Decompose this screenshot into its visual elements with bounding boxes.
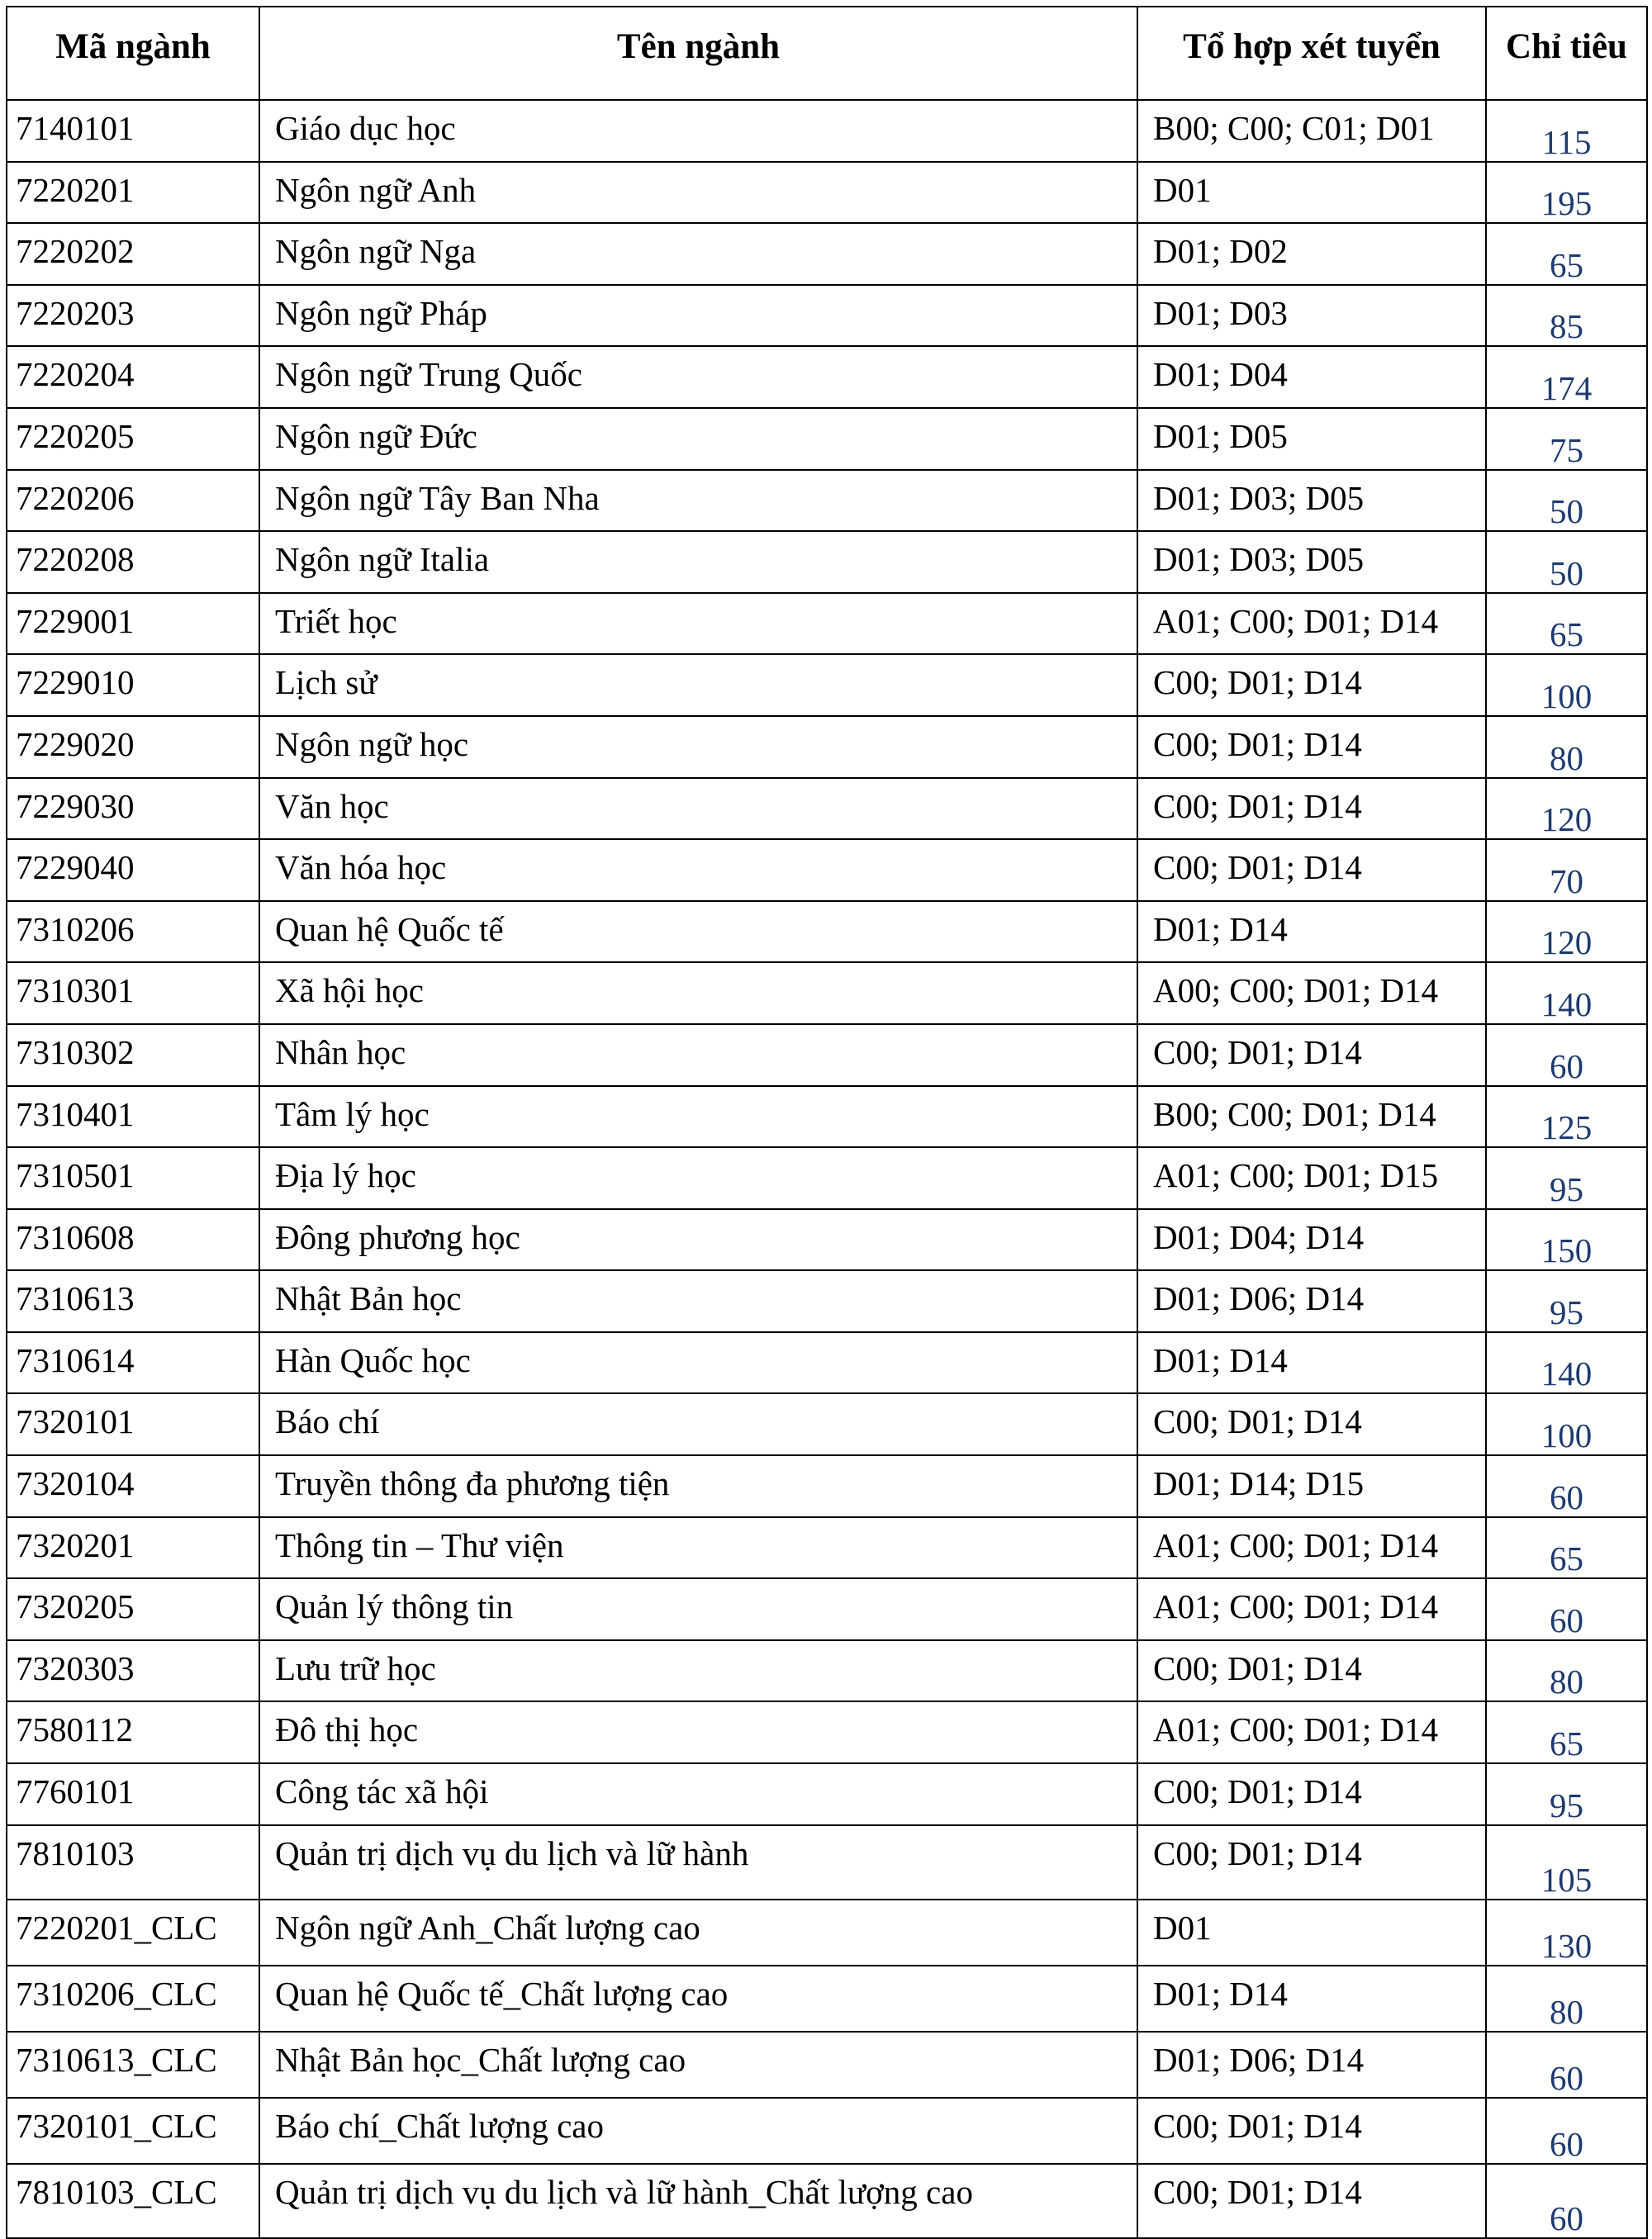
- table-row: [7, 2098, 1647, 2164]
- table-row: [7, 1209, 1647, 1271]
- quota-cell: 80: [1486, 1966, 1647, 2032]
- major-name-cell: Văn hóa học: [259, 839, 1137, 901]
- table-row: [7, 593, 1647, 655]
- major-name-cell: Báo chí: [259, 1393, 1137, 1455]
- quota-cell: 65: [1486, 1701, 1647, 1763]
- quota-cell: 195: [1486, 162, 1647, 224]
- admission-combination-cell: A01; C00; D01; D15: [1137, 1147, 1486, 1209]
- major-name-cell: Công tác xã hội: [259, 1763, 1137, 1825]
- table-row: [7, 1332, 1647, 1394]
- quota-cell: 125: [1486, 1086, 1647, 1148]
- table-row: [7, 1640, 1647, 1702]
- major-code-cell: 7310401: [7, 1086, 259, 1148]
- table-row: [7, 1393, 1647, 1455]
- table-row: [7, 100, 1647, 162]
- table-row: [7, 1086, 1647, 1148]
- quota-cell: 80: [1486, 1640, 1647, 1702]
- table-row: [7, 470, 1647, 532]
- major-code-cell: 7310302: [7, 1024, 259, 1086]
- admission-combination-cell: D01; D04: [1137, 346, 1486, 408]
- table-row: [7, 1270, 1647, 1332]
- major-name-cell: Thông tin – Thư viện: [259, 1517, 1137, 1579]
- table-row: [7, 1966, 1647, 2032]
- admission-combination-cell: A01; C00; D01; D14: [1137, 1517, 1486, 1579]
- admission-combination-cell: C00; D01; D14: [1137, 654, 1486, 716]
- major-name-cell: Văn học: [259, 778, 1137, 840]
- major-code-cell: 7140101: [7, 100, 259, 162]
- quota-cell: 65: [1486, 593, 1647, 655]
- major-name-cell: Ngôn ngữ Tây Ban Nha: [259, 470, 1137, 532]
- admission-combination-cell: C00; D01; D14: [1137, 1393, 1486, 1455]
- major-name-cell: Tâm lý học: [259, 1086, 1137, 1148]
- quota-cell: 100: [1486, 1393, 1647, 1455]
- major-code-cell: 7229010: [7, 654, 259, 716]
- admission-combination-cell: C00; D01; D14: [1137, 2098, 1486, 2164]
- major-name-cell: Lưu trữ học: [259, 1640, 1137, 1702]
- table-row: [7, 531, 1647, 593]
- major-code-cell: 7229020: [7, 716, 259, 778]
- table-row: [7, 223, 1647, 285]
- quota-cell: 70: [1486, 839, 1647, 901]
- major-name-cell: Nhật Bản học: [259, 1270, 1137, 1332]
- major-code-cell: 7320201: [7, 1517, 259, 1579]
- table-row: [7, 162, 1647, 224]
- major-code-cell: 7310206_CLC: [7, 1966, 259, 2032]
- major-code-cell: 7229001: [7, 593, 259, 655]
- admission-combination-cell: D01; D03: [1137, 285, 1486, 347]
- major-name-cell: Quan hệ Quốc tế_Chất lượng cao: [259, 1966, 1137, 2032]
- major-code-cell: 7310301: [7, 962, 259, 1024]
- quota-cell: 140: [1486, 962, 1647, 1024]
- major-code-cell: 7220203: [7, 285, 259, 347]
- table-row: [7, 901, 1647, 963]
- major-code-cell: 7310614: [7, 1332, 259, 1394]
- major-code-cell: 7810103: [7, 1825, 259, 1900]
- table-row: [7, 2032, 1647, 2098]
- admission-combination-cell: B00; C00; C01; D01: [1137, 100, 1486, 162]
- major-name-cell: Ngôn ngữ Anh: [259, 162, 1137, 224]
- admission-combination-cell: D01; D14: [1137, 901, 1486, 963]
- admission-combination-cell: C00; D01; D14: [1137, 778, 1486, 840]
- major-name-cell: Quản lý thông tin: [259, 1578, 1137, 1640]
- admission-combination-cell: D01; D05: [1137, 408, 1486, 470]
- major-name-cell: Ngôn ngữ Đức: [259, 408, 1137, 470]
- admission-combination-cell: C00; D01; D14: [1137, 2164, 1486, 2238]
- quota-cell: 105: [1486, 1825, 1647, 1900]
- table-row: [7, 716, 1647, 778]
- admission-combination-cell: D01; D14: [1137, 1332, 1486, 1394]
- quota-cell: 120: [1486, 901, 1647, 963]
- major-code-cell: 7229040: [7, 839, 259, 901]
- major-name-cell: Báo chí_Chất lượng cao: [259, 2098, 1137, 2164]
- quota-cell: 65: [1486, 223, 1647, 285]
- admission-combination-cell: D01; D14; D15: [1137, 1455, 1486, 1517]
- admission-combination-cell: D01: [1137, 162, 1486, 224]
- admissions-quota-document: [6, 6, 1646, 2237]
- major-code-cell: 7320101: [7, 1393, 259, 1455]
- admission-combination-cell: C00; D01; D14: [1137, 1763, 1486, 1825]
- major-code-cell: 7310613_CLC: [7, 2032, 259, 2098]
- table-row: [7, 1455, 1647, 1517]
- major-name-cell: Nhân học: [259, 1024, 1137, 1086]
- major-quota-table: [6, 6, 1648, 2239]
- table-row: [7, 778, 1647, 840]
- quota-cell: 60: [1486, 1455, 1647, 1517]
- major-code-cell: 7810103_CLC: [7, 2164, 259, 2238]
- quota-cell: 120: [1486, 778, 1647, 840]
- quota-cell: 60: [1486, 1024, 1647, 1086]
- major-code-cell: 7220206: [7, 470, 259, 532]
- admission-combination-cell: A01; C00; D01; D14: [1137, 1701, 1486, 1763]
- table-row: [7, 285, 1647, 347]
- table-row: [7, 654, 1647, 716]
- quota-cell: 95: [1486, 1270, 1647, 1332]
- major-name-cell: Triết học: [259, 593, 1137, 655]
- admission-combination-cell: D01; D04; D14: [1137, 1209, 1486, 1271]
- quota-cell: 60: [1486, 2164, 1647, 2238]
- major-code-cell: 7229030: [7, 778, 259, 840]
- table-row: [7, 1763, 1647, 1825]
- table-row: [7, 962, 1647, 1024]
- table-row: [7, 1701, 1647, 1763]
- major-name-cell: Ngôn ngữ Nga: [259, 223, 1137, 285]
- quota-cell: 75: [1486, 408, 1647, 470]
- table-row: [7, 1147, 1647, 1209]
- major-name-cell: Quan hệ Quốc tế: [259, 901, 1137, 963]
- major-name-cell: Quản trị dịch vụ du lịch và lữ hành_Chất lượng cao: [259, 2164, 1137, 2238]
- admission-combination-cell: D01; D03; D05: [1137, 470, 1486, 532]
- major-code-cell: 7310608: [7, 1209, 259, 1271]
- major-code-cell: 7320303: [7, 1640, 259, 1702]
- header-major-name: Tên ngành: [259, 7, 1137, 100]
- admission-combination-cell: C00; D01; D14: [1137, 1825, 1486, 1900]
- major-name-cell: Địa lý học: [259, 1147, 1137, 1209]
- major-name-cell: Giáo dục học: [259, 100, 1137, 162]
- admission-combination-cell: D01; D06; D14: [1137, 1270, 1486, 1332]
- quota-cell: 60: [1486, 1578, 1647, 1640]
- major-name-cell: Đô thị học: [259, 1701, 1137, 1763]
- major-name-cell: Ngôn ngữ Italia: [259, 531, 1137, 593]
- quota-cell: 50: [1486, 470, 1647, 532]
- table-row: [7, 1024, 1647, 1086]
- major-code-cell: 7220201_CLC: [7, 1900, 259, 1966]
- header-quota: Chỉ tiêu: [1486, 7, 1647, 100]
- table-row: [7, 408, 1647, 470]
- admission-combination-cell: B00; C00; D01; D14: [1137, 1086, 1486, 1148]
- table-body: [7, 100, 1647, 2238]
- quota-cell: 150: [1486, 1209, 1647, 1271]
- table-row: [7, 1900, 1647, 1966]
- quota-cell: 80: [1486, 716, 1647, 778]
- quota-cell: 65: [1486, 1517, 1647, 1579]
- table-row: [7, 1825, 1647, 1900]
- admission-combination-cell: C00; D01; D14: [1137, 1640, 1486, 1702]
- major-code-cell: 7220208: [7, 531, 259, 593]
- major-code-cell: 7310613: [7, 1270, 259, 1332]
- table-row: [7, 2164, 1647, 2238]
- quota-cell: 85: [1486, 285, 1647, 347]
- quota-cell: 95: [1486, 1763, 1647, 1825]
- table-row: [7, 1517, 1647, 1579]
- major-name-cell: Đông phương học: [259, 1209, 1137, 1271]
- major-code-cell: 7320104: [7, 1455, 259, 1517]
- quota-cell: 95: [1486, 1147, 1647, 1209]
- major-code-cell: 7320101_CLC: [7, 2098, 259, 2164]
- major-code-cell: 7310206: [7, 901, 259, 963]
- quota-cell: 115: [1486, 100, 1647, 162]
- major-code-cell: 7220204: [7, 346, 259, 408]
- admission-combination-cell: C00; D01; D14: [1137, 839, 1486, 901]
- major-name-cell: Xã hội học: [259, 962, 1137, 1024]
- quota-cell: 50: [1486, 531, 1647, 593]
- admission-combination-cell: C00; D01; D14: [1137, 1024, 1486, 1086]
- major-name-cell: Truyền thông đa phương tiện: [259, 1455, 1137, 1517]
- admission-combination-cell: D01; D06; D14: [1137, 2032, 1486, 2098]
- quota-cell: 174: [1486, 346, 1647, 408]
- admission-combination-cell: A01; C00; D01; D14: [1137, 1578, 1486, 1640]
- major-code-cell: 7310501: [7, 1147, 259, 1209]
- major-name-cell: Ngôn ngữ Pháp: [259, 285, 1137, 347]
- quota-cell: 130: [1486, 1900, 1647, 1966]
- major-name-cell: Nhật Bản học_Chất lượng cao: [259, 2032, 1137, 2098]
- major-code-cell: 7760101: [7, 1763, 259, 1825]
- admission-combination-cell: D01: [1137, 1900, 1486, 1966]
- header-major-code: Mã ngành: [7, 7, 259, 100]
- major-code-cell: 7220202: [7, 223, 259, 285]
- major-code-cell: 7220205: [7, 408, 259, 470]
- major-name-cell: Ngôn ngữ Anh_Chất lượng cao: [259, 1900, 1137, 1966]
- table-row: [7, 1578, 1647, 1640]
- table-row: [7, 346, 1647, 408]
- admission-combination-cell: C00; D01; D14: [1137, 716, 1486, 778]
- table-header-row: [7, 7, 1647, 100]
- major-code-cell: 7580112: [7, 1701, 259, 1763]
- admission-combination-cell: A00; C00; D01; D14: [1137, 962, 1486, 1024]
- admission-combination-cell: D01; D02: [1137, 223, 1486, 285]
- table-row: [7, 839, 1647, 901]
- major-name-cell: Lịch sử: [259, 654, 1137, 716]
- admission-combination-cell: A01; C00; D01; D14: [1137, 593, 1486, 655]
- quota-cell: 100: [1486, 654, 1647, 716]
- admission-combination-cell: D01; D14: [1137, 1966, 1486, 2032]
- major-code-cell: 7220201: [7, 162, 259, 224]
- major-name-cell: Ngôn ngữ học: [259, 716, 1137, 778]
- major-name-cell: Ngôn ngữ Trung Quốc: [259, 346, 1137, 408]
- major-code-cell: 7320205: [7, 1578, 259, 1640]
- quota-cell: 60: [1486, 2098, 1647, 2164]
- admission-combination-cell: D01; D03; D05: [1137, 531, 1486, 593]
- major-name-cell: Quản trị dịch vụ du lịch và lữ hành: [259, 1825, 1137, 1900]
- major-name-cell: Hàn Quốc học: [259, 1332, 1137, 1394]
- quota-cell: 60: [1486, 2032, 1647, 2098]
- quota-cell: 140: [1486, 1332, 1647, 1394]
- header-admission-combination: Tổ hợp xét tuyển: [1137, 7, 1486, 100]
